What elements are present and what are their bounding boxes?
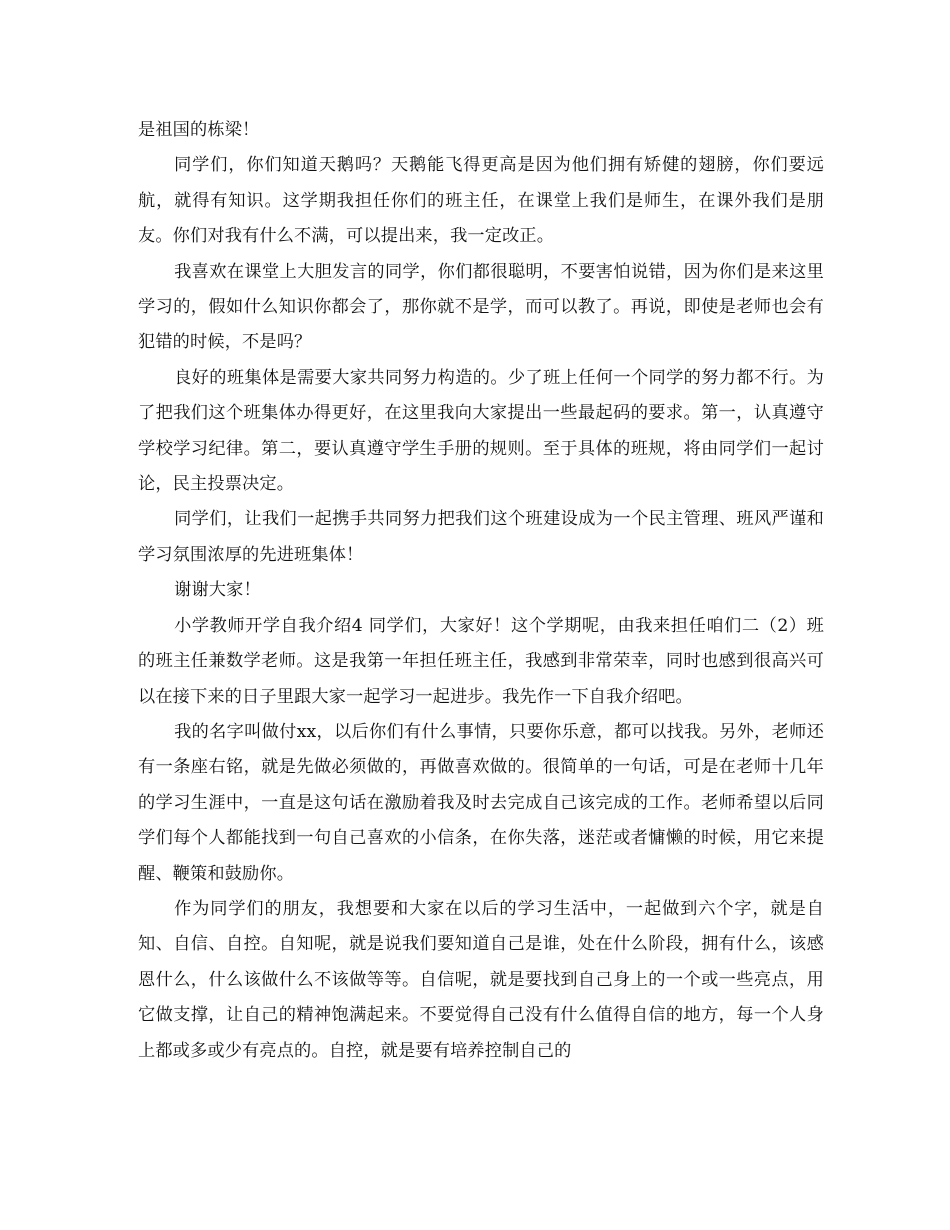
paragraph-swan: 同学们，你们知道天鹅吗？天鹅能飞得更高是因为他们拥有矫健的翅膀，你们要远航，就得有知识。这学期我担任你们的班主任，在课堂上我们是师生，在课外我们是朋友。你们对我有什么不满，可以提出来，我一定改正。: [138, 155, 824, 247]
paragraph-name-motto: 我的名字叫做付xx，以后你们有什么事情，只要你乐意，都可以找我。另外，老师还有一条座右铭，就是先做必须做的，再做喜欢做的。很简单的一句话，可是在老师十几年的学习生涯中，一直是这句话在激励着我及时去完成自己该完成的工作。老师希望以后同学们每个人都能找到一句自己喜欢的小信条，在你失落，迷茫或者慵懒的时候，用它来提醒、鞭策和鼓励你。: [138, 721, 824, 884]
paragraph-together: 同学们，让我们一起携手共同努力把我们这个班建设成为一个民主管理、班风严谨和学习氛围浓厚的先进班集体！: [138, 509, 824, 565]
paragraph-continuation: 是祖国的栋梁！: [138, 120, 260, 140]
paragraph-intro-4: 小学教师开学自我介绍4 同学们，大家好！这个学期呢，由我来担任咱们二（2）班的班主任兼数学老师。这是我第一年担任班主任，我感到非常荣幸，同时也感到很高兴可以在接下来的日子里跟大家一起学习一起进步。我先作一下自我介绍吧。: [138, 615, 824, 707]
paragraph-thanks: 谢谢大家！: [174, 580, 261, 601]
paragraph-speak-up: 我喜欢在课堂上大胆发言的同学，你们都很聪明，不要害怕说错，因为你们是来这里学习的，假如什么知识你都会了，那你就不是学，而可以教了。再说，即使是老师也会有犯错的时候，不是吗？: [138, 261, 824, 353]
document-page: [138, 113, 824, 1069]
paragraph-class-rules: 良好的班集体是需要大家共同努力构造的。少了班上任何一个同学的努力都不行。为了把我们这个班集体办得更好，在这里我向大家提出一些最起码的要求。第一，认真遵守学校学习纪律。第二，要认真遵守学生手册的规则。至于具体的班规，将由同学们一起讨论，民主投票决定。: [138, 367, 824, 495]
paragraph-six-words: 作为同学们的朋友，我想要和大家在以后的学习生活中，一起做到六个字，就是自知、自信、自控。自知呢，就是说我们要知道自己是谁，处在什么阶段，拥有什么，该感恩什么，什么该做什么不该做等等。自信呢，就是要找到自己身上的一个或一些亮点，用它做支撑，让自己的精神饱满起来。不要觉得自己没有什么值得自信的地方，每一个人身上都或多或少有亮点的。自控，就是要有培养控制自己的: [138, 898, 824, 1061]
